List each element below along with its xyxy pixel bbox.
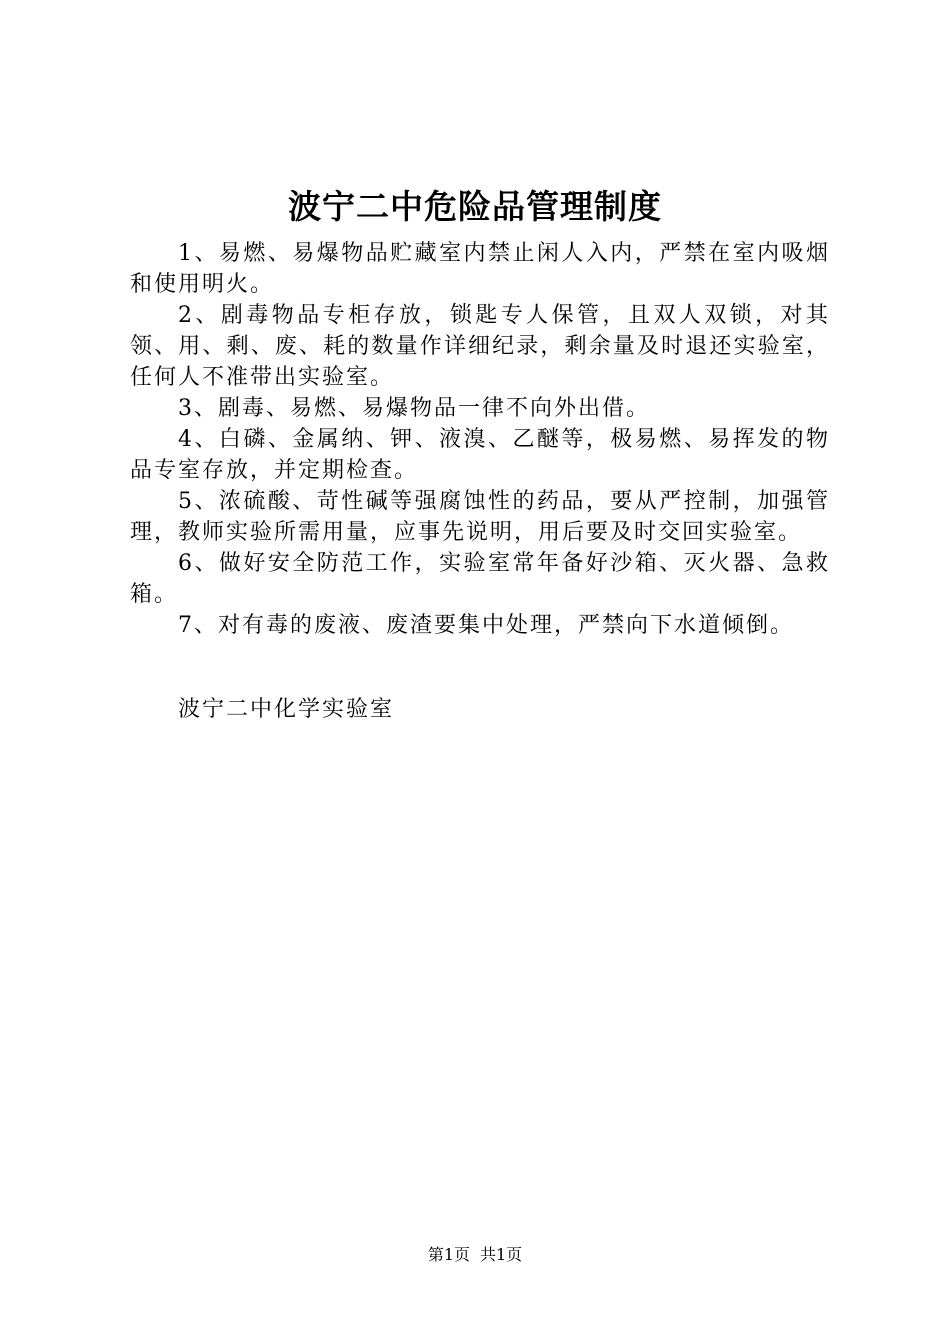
rule-paragraph-5: 5、浓硫酸、苛性碱等强腐蚀性的药品，要从严控制，加强管理，教师实验所需用量，应事先说明，用后要及时交回实验室。 <box>130 489 830 545</box>
rule-paragraph-2: 2、剧毒物品专柜存放，锁匙专人保管，且双人双锁，对其领、用、剩、废、耗的数量作详细纪录，剩余量及时退还实验室，任何人不准带出实验室。 <box>130 303 830 390</box>
rule-paragraph-7: 7、对有毒的废液、废渣要集中处理，严禁向下水道倾倒。 <box>178 613 794 638</box>
page-number-total: 共1页 <box>480 1245 523 1264</box>
document-signature: 波宁二中化学实验室 <box>178 697 395 722</box>
document-body <box>130 238 830 641</box>
document-title: 波宁二中危险品管理制度 <box>288 187 662 226</box>
rule-paragraph-4: 4、白磷、金属纳、钾、液溴、乙醚等，极易燃、易挥发的物品专室存放，并定期检查。 <box>130 427 830 483</box>
page-footer <box>0 1244 950 1266</box>
page-number-current: 第1页 <box>427 1245 470 1264</box>
rule-paragraph-1: 1、易燃、易爆物品贮藏室内禁止闲人入内，严禁在室内吸烟和使用明火。 <box>130 241 830 297</box>
rule-paragraph-3: 3、剧毒、易燃、易爆物品一律不向外出借。 <box>178 396 650 421</box>
rule-paragraph-6: 6、做好安全防范工作，实验室常年备好沙箱、灭火器、急救箱。 <box>130 551 830 607</box>
